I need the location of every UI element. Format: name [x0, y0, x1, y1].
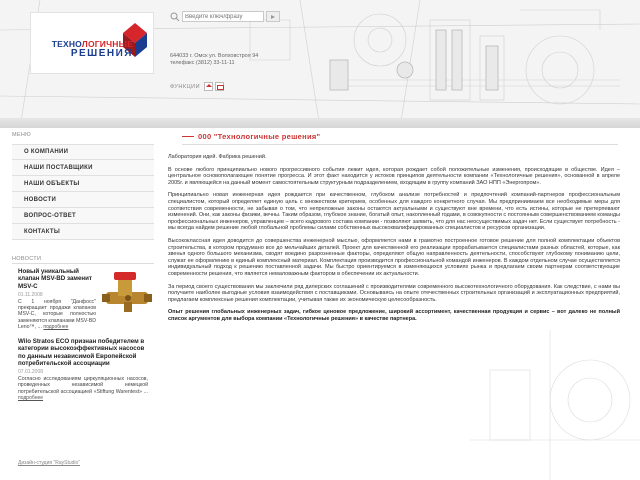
news-more-link[interactable]: подробнее: [18, 394, 44, 401]
news-heading-label: НОВОСТИ: [12, 255, 42, 262]
logo-text-line2: РЕШЕНИЯ: [70, 48, 133, 59]
search-button[interactable]: [266, 11, 280, 22]
company-address: [170, 53, 258, 67]
page-title: 000 "Технологичные решения": [198, 132, 321, 141]
logo-text-blue: ТЕХНО: [51, 39, 82, 49]
menu-item-suppliers[interactable]: НАШИ ПОСТАВЩИКИ: [12, 160, 154, 176]
search-input[interactable]: [182, 11, 264, 22]
phone-line: телефакс (3812) 33-11-11: [170, 60, 235, 66]
background-drawing: [470, 330, 640, 480]
paragraph: Высококлассная идея доводится до совершенства инженерной мыслью, оформляется нами в грамотно построенное готовое решение для полной комплектации объектов строительства, в котором продумано все до мельчайших деталей. Проект для качественной его реализации прорабатывается специалистами разных областей, которые, как звенья одного большого механизма, сводят воедино разрозненные факторы, определяют общую направленность деятельности, способствуют глубокому пониманию цели, служат ее оформлению в единый комплексный материал. Комплектация производится профессиональной командой инженеров. В каждом отдельном случае осуществляется индивидуальный подход к решению поставленной задачи. Мы быстро ориентируемся в изменяющихся условиях рынка и предлагаем своим партнерам соответствующие современности решения, что является немаловажным фактором в обеспечении их актуальности.: [168, 237, 620, 277]
sidebar: [12, 128, 154, 480]
company-logo[interactable]: [30, 12, 154, 74]
logo-text-red: ЛОГИЧНЫЕ: [81, 39, 133, 49]
header-divider: [0, 118, 640, 128]
menu-item-news[interactable]: НОВОСТИ: [12, 192, 154, 208]
main-menu: [12, 144, 154, 240]
news-text-body: Согласно исследованиям циркуляционных насосов, проведенных независимой немецкой потребительской ассоциацией «Stiftung Warentest» ...: [18, 376, 148, 395]
menu-heading: [12, 130, 154, 140]
paragraph: Лаборатория идей. Фабрика решений.: [168, 154, 267, 160]
page-title-row: [182, 132, 320, 141]
news-more-link[interactable]: подробнее: [43, 323, 69, 330]
menu-item-contacts[interactable]: КОНТАКТЫ: [12, 224, 154, 240]
news-text-body: С 1 ноября "Данфосс" прекращает продажи клапанов MSV-C, которые полностью заменяются клапанами MSV-BD Leno™, ...: [18, 298, 96, 330]
title-divider: [182, 144, 618, 145]
functions-label: ФУНКЦИИ: [170, 83, 201, 90]
news-date: 07.01.2008: [18, 369, 44, 376]
functions-bar: [170, 82, 226, 91]
news-title[interactable]: Новый уникальный клапан MSV-BD заменит MSV-C: [18, 268, 92, 290]
menu-heading-label: МЕНЮ: [12, 132, 31, 138]
article-body: [168, 154, 620, 328]
menu-item-about[interactable]: О КОМПАНИИ: [12, 144, 154, 160]
mail-icon[interactable]: [215, 82, 224, 91]
design-studio-link[interactable]: Дизайн-студия "RayStudio": [18, 460, 81, 466]
news-text: [18, 376, 148, 401]
news-item: [18, 268, 148, 330]
paragraph-bold: Опыт решения глобальных инженерных задач, гибкое ценовое предложение, широкий ассортимент, качественная продукция и сервис – вот далеко не полный список аргументов для выбора компании «Технологичные решения» в качестве партнера.: [168, 309, 620, 322]
logo-text: [37, 39, 133, 59]
news-list: [12, 264, 154, 413]
home-icon[interactable]: [204, 82, 213, 91]
news-item: [18, 338, 148, 401]
news-text: [18, 299, 96, 330]
header: [0, 0, 640, 128]
search-icon: [170, 12, 180, 22]
news-title[interactable]: Wilo Stratos ECO признан победителем в категории высокоэффективных насосов по данным независимой Европейской потребительской ассоциации: [18, 337, 145, 367]
news-date: 01.11.2008: [18, 291, 43, 298]
paragraph: В основе любого принципиально нового прогрессивного события лежит идея, которая рождает собой положительные изменения, происходящие в обществе. Идея – центральное основополагающее понятие прогресса. И этот факт находится у истоков принципов деятельности компании «Технологичные решения», основанной в апреле 2005г. и являющейся на данный момент самостоятельным структурным подразделением, входящим в группу компаний ЗАО НПП «Энергопром».: [168, 166, 620, 186]
menu-item-objects[interactable]: НАШИ ОБЪЕКТЫ: [12, 176, 154, 192]
menu-item-faq[interactable]: ВОПРОС-ОТВЕТ: [12, 208, 154, 224]
paragraph: Принципиально новая инженерная идея рождается при качественном, глубоком анализе потребностей и предпочтений компаний-партнеров профессиональным специалистом, который определяет единую цель с множеством критериев, особенных для каждого конкретного случая. Мы предприниимаем все необходимые меры для соответствия современности, не забывая о том, что непреложные законы остаются актуальными и существуют вне времени, что есть истины, которые не претерпевают изменений. Они, как законы физики, вечны. Таким образом, глубокое знание, богатый опыт, накопленный годами, в совокупности с постоянным совершенствованием команды профессиональных инженеров, управленцев – всего кадрового состава компании - позволяют заявить, что для нас неосуществимых задач нет. Если существует потребность - мы всегда найдем решение любой глобальной проблемы силами собственных высококвалифицированных специалистов и ресурсов организации.: [168, 192, 620, 232]
paragraph: За период своего существования мы заключили ряд дилерских соглашений с производителями современного высокотехнологичного оборудования. Как следствие, с нами вы получаете наиболее выгодные условия взаимодействия с поставщиками. Основываясь на опыте отечественных строительных организаций и эксплуатационных предприятий, предлагаем комплексные решения комплектации, учитывая также их экономическую целесообразность.: [168, 283, 620, 303]
address-line: 644033 г. Омск ул. Волховстроя 94: [170, 53, 259, 59]
title-dash: [182, 136, 194, 137]
news-heading: [12, 254, 154, 264]
valve-image: [100, 268, 154, 316]
